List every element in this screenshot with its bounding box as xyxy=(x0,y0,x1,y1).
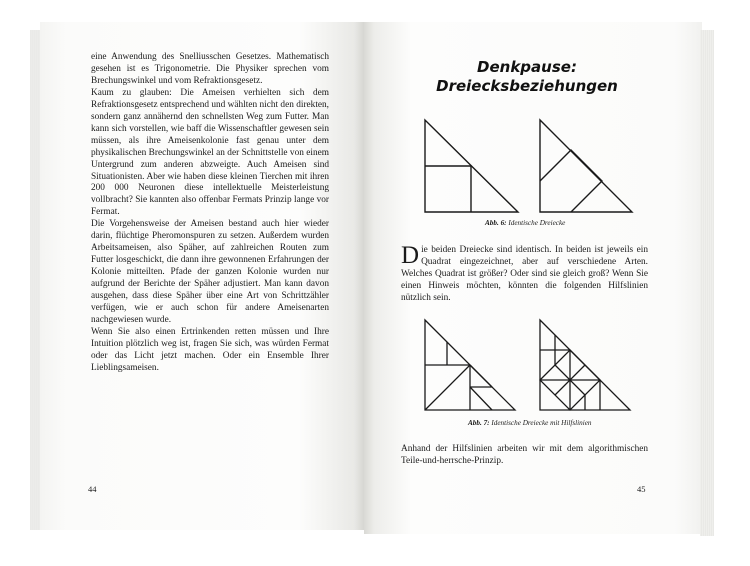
heading-line-2: Dreiecksbeziehungen xyxy=(436,77,618,95)
paragraph: Wenn Sie also einen Ertrinkenden retten müssen und Ihre Intuition plötzlich weg ist, fragen Sie sich, was würden Fermat oder das Licht jetzt machen. Oder ein Ensemble Ihrer Lieblingsameisen. xyxy=(91,326,329,373)
page-number-left: 44 xyxy=(88,484,97,494)
helper-line xyxy=(425,365,470,410)
heading-line-1: Denkpause: xyxy=(477,58,577,76)
helper-line xyxy=(470,365,492,387)
paragraph: Die Vorgehensweise der Ameisen bestand auch hier wieder darin, flüchtige Pheromonspuren zu setzen. Außerdem wurden Arbeitsameisen, also Späher, auf zahlreichen Routen zum Futter losgeschickt, die dann ihre gewonnenen Erfahrungen der Kolonie mitteilten. Pfade der ganzen Kolonie wurden nur aufgrund der Berichte der Späher adjustiert. Man kann davon ausgehen, dass diese Späher über eine Art von Schrittzähler verfügen, wie er auch schon für andere Ameisenarten nachgewiesen wurde. xyxy=(91,219,329,325)
helper-line xyxy=(470,387,492,410)
figure-7-caption: Abb. 7: Identische Dreiecke mit Hilfslinien xyxy=(468,419,592,427)
drop-cap: D xyxy=(401,242,420,269)
paragraph: Kaum zu glauben: Die Ameisen verhielten sich dem Refraktionsgesetz entsprechend und wählten nicht den direkten, sondern ganz annähernd den schnellsten Weg zum Futter. Man kann sich vorstellen, wie baff die Wissenschaftler gewesen sein müssen, als ihre Ameisenkolonie fast genau unter dem physikalischen Brechungswinkel an der Schnittstelle von einem Untergrund zum anderen abzweigte. Auch Ameisen sind Situationisten. Aber wie haben diese kleinen Tierchen mit ihren 200 000 Neuronen diese intellektuelle Meisterleistung vollbracht? Sie kannten also offenbar Fermats Prinzip lange vor Fermat. xyxy=(91,87,329,218)
outro-paragraph: Anhand der Hilfslinien arbeiten wir mit dem algorithmischen Teile-und-herrsche-Prinzip. xyxy=(401,444,648,466)
intro-text: ie beiden Dreiecke sind identisch. In beiden ist jeweils ein Quadrat eingezeichnet, aber auf verschiedene Arten. Welches Quadrat ist größer? Oder sind sie gleich groß? Wenn Sie einen Hinweis möchten, könnten die folgenden Hilfslinien nützlich sein. xyxy=(401,245,648,303)
page-number-right: 45 xyxy=(637,484,646,494)
paragraph: eine Anwendung des Snelliusschen Gesetzes. Mathematisch gesehen ist es Trigonometrie. Die Physiker sprechen vom Brechungswinkel und vom Refraktionsgesetz. xyxy=(91,52,329,86)
figure-6-caption: Abb. 6: Identische Dreiecke xyxy=(485,219,566,227)
